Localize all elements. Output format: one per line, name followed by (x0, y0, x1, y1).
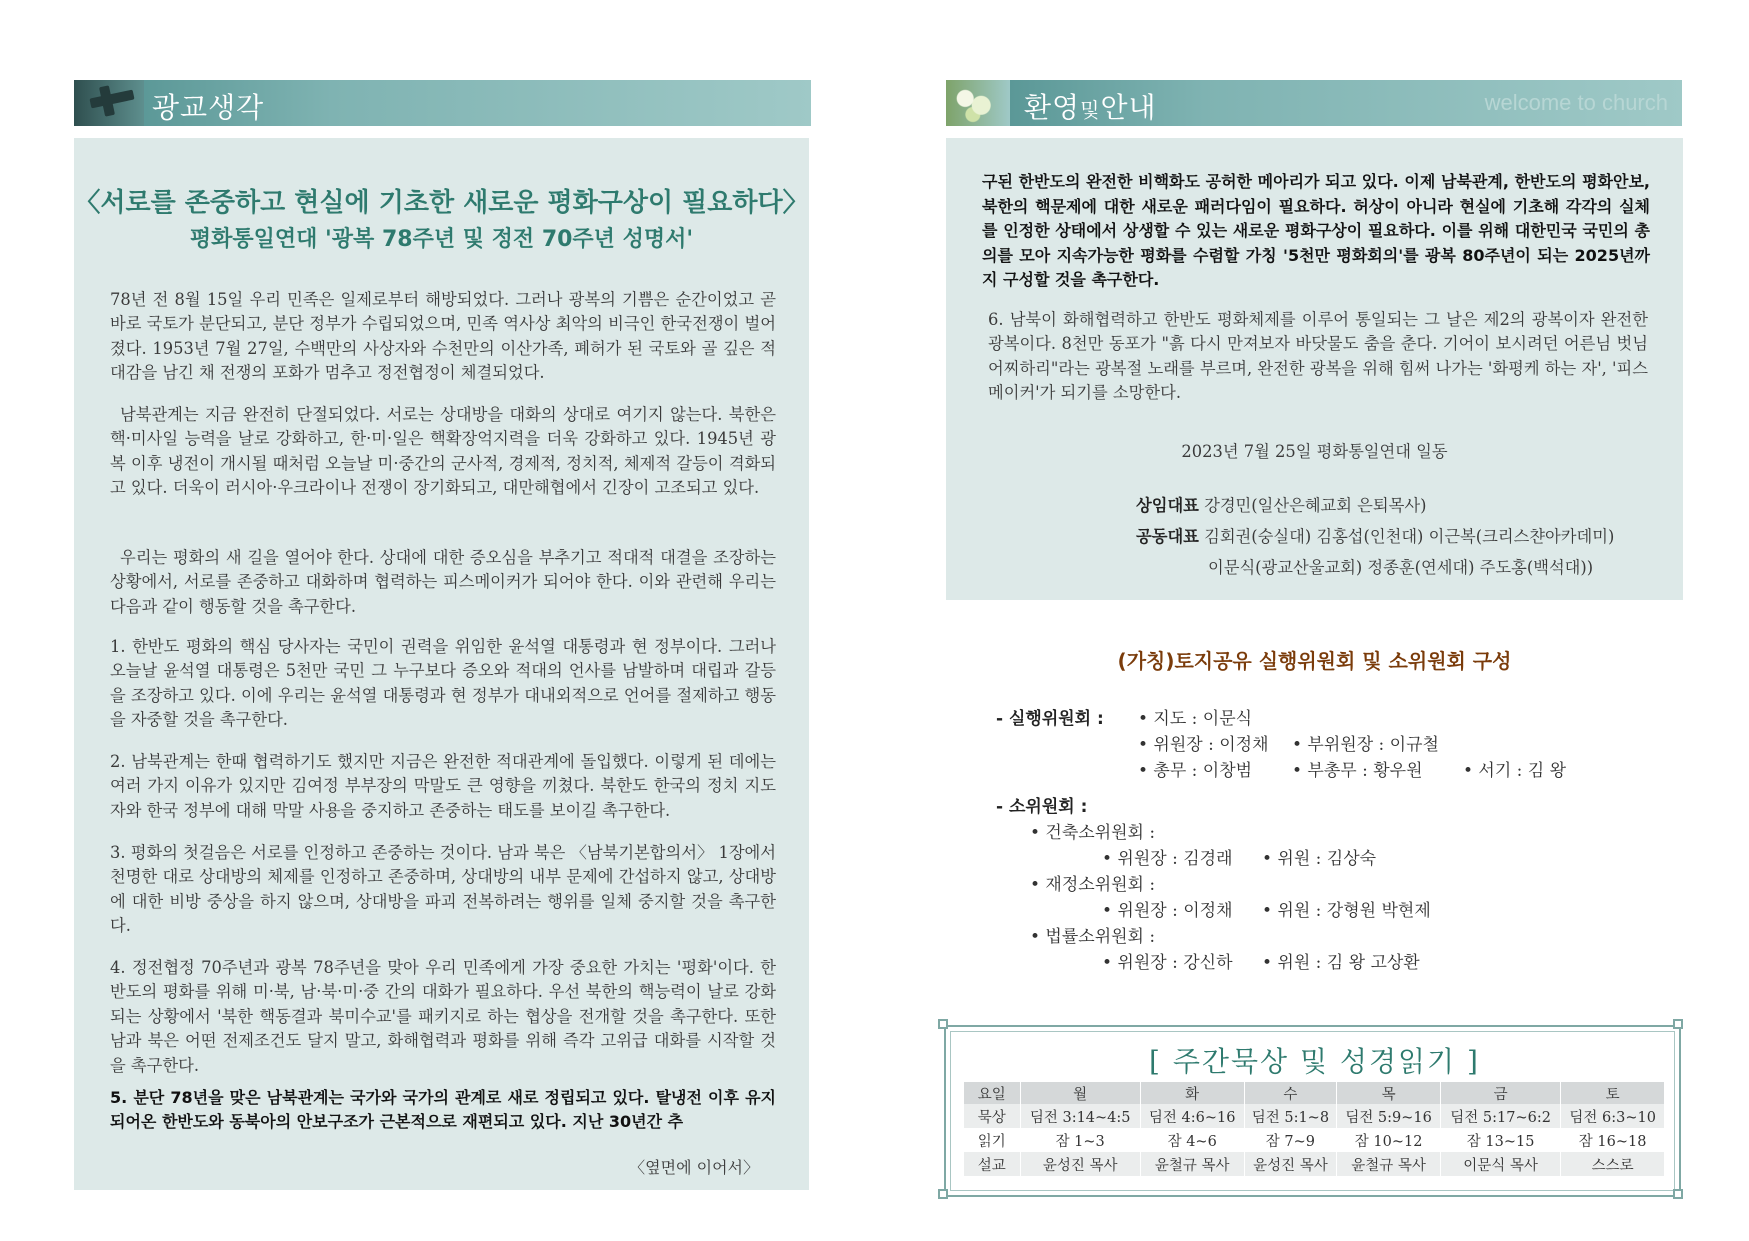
schedule-table (964, 1082, 1665, 1176)
representative-line (1136, 523, 1614, 547)
section-header-gwanggyo (74, 80, 811, 126)
statement-title: 〈서로를 존중하고 현실에 기초한 새로운 평화구상이 필요하다〉 (74, 188, 809, 218)
committee-item: • 부위원장 : 이규철 (1292, 735, 1439, 755)
paragraph-point-3: 3. 평화의 첫걸음은 서로를 인정하고 존중하는 것이다. 남과 북은 〈남북기본합의서〉 1장에서 천명한 대로 상대방의 체제를 인정하고 존중하며, 상대방의 내부 문제에 간섭하지 않고, 상대방에 대한 비방 중상을 하지 않으며, 상대방을 파괴 전복하려는 행위를 일체 중지할 것을 촉구한다. (110, 843, 776, 936)
frame-corner (1673, 1019, 1683, 1029)
table-cell: 읽기 (964, 1128, 1020, 1152)
column-header: 금 (1440, 1082, 1560, 1104)
committee-item: • 부총무 : 황우원 (1292, 761, 1423, 781)
table-cell: 딤전 3:14~4:5 (1020, 1104, 1140, 1128)
table-cell: 윤철규 목사 (1140, 1152, 1244, 1176)
column-header: 수 (1244, 1082, 1337, 1104)
section-header-welcome (946, 80, 1682, 126)
paragraph: 남북관계는 지금 완전히 단절되었다. 서로는 상대방을 대화의 상대로 여기지 않는다. 북한은 핵·미사일 능력을 날로 강화하고, 한·미·일은 핵확장억지력을 더욱 강화하고 있다. 1945년 광복 이후 냉전이 개시될 때처럼 오늘날 미·중간의 군사적, 경제적, 정치적, 체제적 갈등이 격화되고 있다. 더욱이 러시아·우크라이나 전쟁이 장기화되고, 대만해협에서 긴장이 고조되고 있다. (110, 405, 776, 498)
statement-continued-panel (946, 138, 1683, 600)
paragraph-point-6: 6. 남북이 화해협력하고 한반도 평화체제를 이루어 통일되는 그 날은 제2의 광복이자 완전한 광복이다. 8천만 동포가 "흙 다시 만져보자 바닷물도 춤을 춘다. 기어이 보시려던 어른님 벗님 어찌하리"라는 광복절 노래를 부르며, 완전한 광복을 위해 힘써 나가는 '화평케 하는 자', '피스 메이커'가 되기를 소망한다. (988, 310, 1648, 403)
table-cell: 잠 10~12 (1337, 1128, 1441, 1152)
schedule-title: [ 주간묵상 및 성경읽기 ] (1149, 1045, 1480, 1078)
paragraph-point-5: 5. 분단 78년을 맞은 남북관계는 국가와 국가의 관계로 새로 정립되고 있다. 탈냉전 이후 유지되어온 한반도와 동북아의 안보구조가 근본적으로 재편되고 있다. 지난 30년간 추 (110, 1088, 776, 1132)
representative-line: 이문식(광교산울교회) 정종훈(연세대) 주도홍(백석대)) (1208, 558, 1594, 577)
continued-note: 〈옆면에 이어서〉 (629, 1158, 759, 1177)
table-cell: 딤전 5:9~16 (1337, 1104, 1441, 1128)
table-cell: 잠 7~9 (1244, 1128, 1337, 1152)
committee-item: • 위원 : 강형원 박현제 (1262, 901, 1431, 921)
table-cell: 잠 13~15 (1440, 1128, 1560, 1152)
paragraph-point-1: 1. 한반도 평화의 핵심 당사자는 국민이 권력을 위임한 윤석열 대통령과 현 정부이다. 그러나 오늘날 윤석열 대통령은 5천만 국민 그 누구보다 증오와 적대의 언사를 남발하며 대립과 갈등을 조장하고 있다. 이에 우리는 윤석열 대통령과 현 정부가 대내외적으로 언어를 절제하고 행동을 자중할 것을 촉구한다. (110, 637, 776, 730)
sub-committee-label: - 소위원회 : (996, 797, 1088, 817)
title-small: 및 (1080, 98, 1101, 122)
representative-line (1136, 492, 1426, 516)
table-cell: 설교 (964, 1152, 1020, 1176)
table-cell: 잠 4~6 (1140, 1128, 1244, 1152)
cross-decoration (74, 80, 144, 126)
column-header: 요일 (964, 1082, 1020, 1104)
table-cell: 윤성진 목사 (1020, 1152, 1140, 1176)
committee-item: • 위원장 : 강신하 (1102, 953, 1233, 973)
subcommittee-name: • 건축소위원회 : (1030, 823, 1156, 843)
column-header: 화 (1140, 1082, 1244, 1104)
committee-title: (가칭)토지공유 실행위원회 및 소위원회 구성 (1117, 649, 1512, 673)
table-cell: 딤전 6:3~10 (1561, 1104, 1665, 1128)
committee-item: • 지도 : 이문식 (1138, 709, 1253, 729)
committee-item: • 총무 : 이창범 (1138, 761, 1253, 781)
table-cell: 윤철규 목사 (1337, 1152, 1441, 1176)
column-header: 목 (1337, 1082, 1441, 1104)
table-row (964, 1104, 1665, 1128)
frame-corner (938, 1019, 948, 1029)
table-cell: 잠 16~18 (1561, 1128, 1665, 1152)
statement-subtitle: 평화통일연대 '광복 78주년 및 정전 70주년 성명서' (189, 227, 694, 252)
table-cell: 스스로 (1561, 1152, 1665, 1176)
paragraph-point-2: 2. 남북관계는 한때 협력하기도 했지만 지금은 완전한 적대관계에 돌입했다. 이렇게 된 데에는 여러 가지 이유가 있지만 김여정 부부장의 막말도 큰 영향을 끼쳤다. 북한도 한국의 정치 지도자와 한국 정부에 대해 막말 사용을 중지하고 존중하는 태도를 보이길 촉구한다. (110, 752, 776, 820)
title-main: 환영 (1024, 91, 1081, 124)
committee-item: • 위원장 : 이정채 (1138, 735, 1269, 755)
frame-corner (938, 1189, 948, 1199)
committee-item: • 위원장 : 이정채 (1102, 901, 1233, 921)
rep-label: 공동대표 (1136, 527, 1199, 546)
paragraph: 78년 전 8월 15일 우리 민족은 일제로부터 해방되었다. 그러나 광복의 기쁨은 순간이었고 곧 바로 국토가 분단되고, 분단 정부가 수립되었으며, 민족 역사상 최악의 비극인 한국전쟁이 벌어졌다. 1953년 7월 27일, 수백만의 사상자와 수천만의 이산가족, 폐허가 된 국토와 골 깊은 적대감을 남긴 채 전쟁의 포화가 멈추고 정전협정이 체결되었다. (110, 290, 776, 383)
paragraph-point-5-continued: 구된 한반도의 완전한 비핵화도 공허한 메아리가 되고 있다. 이제 남북관계, 한반도의 평화안보, 북한의 핵문제에 대한 새로운 패러다임이 필요하다. 허상이 아니라 현실에 기초해 각각의 실체를 인정한 상태에서 상생할 수 있는 새로운 평화구상이 필요하다. 이를 위해 대한민국 국민의 총의를 모아 지속가능한 평화를 수렴할 가칭 '5천만 평화회의'를 광복 80주년이 되는 2025년까지 구성할 것을 촉구한다. (982, 172, 1650, 290)
committee-item: • 서기 : 김 왕 (1463, 761, 1567, 781)
subcommittee-name: • 재정소위원회 : (1030, 875, 1156, 895)
table-row (964, 1128, 1665, 1152)
table-cell: 윤성진 목사 (1244, 1152, 1337, 1176)
rep-names: 강경민(일산은혜교회 은퇴목사) (1198, 496, 1427, 515)
frame-corner (1673, 1189, 1683, 1199)
committee-item: • 위원 : 김상숙 (1262, 849, 1377, 869)
statement-panel (74, 138, 809, 1190)
title-end: 안내 (1100, 91, 1157, 124)
statement-date: 2023년 7월 25일 평화통일연대 일동 (1181, 442, 1448, 461)
committee-item: • 위원 : 김 왕 고상환 (1262, 953, 1420, 973)
column-header: 월 (1020, 1082, 1140, 1104)
subcommittee-name: • 법률소위원회 : (1030, 927, 1156, 947)
section-title (1024, 86, 1157, 126)
paragraph: 우리는 평화의 새 길을 열어야 한다. 상대에 대한 증오심을 부추기고 적대적 대결을 조장하는 상황에서, 서로를 존중하고 대화하며 협력하는 피스메이커가 되어야 한다. 이와 관련해 우리는 다음과 같이 행동할 것을 촉구한다. (110, 548, 776, 616)
paragraph-point-4: 4. 정전협정 70주년과 광복 78주년을 맞아 우리 민족에게 가장 중요한 가치는 '평화'이다. 한반도의 평화를 위해 미·북, 남·북·미·중 간의 대화가 필요하다. 우선 북한의 핵능력이 날로 강화되는 상황에서 '북한 핵동결과 북미수교'를 패키지로 하는 협상을 전개할 것을 촉구한다. 또한 남과 북은 어떤 전제조건도 달지 말고, 화해협력과 평화를 위해 즉각 고위급 대화를 시작할 것을 촉구한다. (110, 958, 776, 1075)
exec-committee-label: - 실행위원회 : (996, 709, 1104, 729)
column-header: 토 (1561, 1082, 1665, 1104)
rep-names: 김회권(숭실대) 김홍섭(인천대) 이근복(크리스챤아카데미) (1198, 527, 1615, 546)
table-cell: 이문식 목사 (1440, 1152, 1560, 1176)
section-title: 광교생각 (152, 91, 265, 124)
table-header-row (964, 1082, 1665, 1104)
rep-label: 상임대표 (1136, 496, 1199, 515)
committee-item: • 위원장 : 김경래 (1102, 849, 1233, 869)
table-cell: 잠 1~3 (1020, 1128, 1140, 1152)
table-cell: 묵상 (964, 1104, 1020, 1128)
table-row (964, 1152, 1665, 1176)
table-cell: 딤전 5:1~8 (1244, 1104, 1337, 1128)
table-cell: 딤전 4:6~16 (1140, 1104, 1244, 1128)
header-subtitle: welcome to church (1484, 90, 1668, 115)
table-cell: 딤전 5:17~6:2 (1440, 1104, 1560, 1128)
flower-icon (946, 80, 1010, 126)
